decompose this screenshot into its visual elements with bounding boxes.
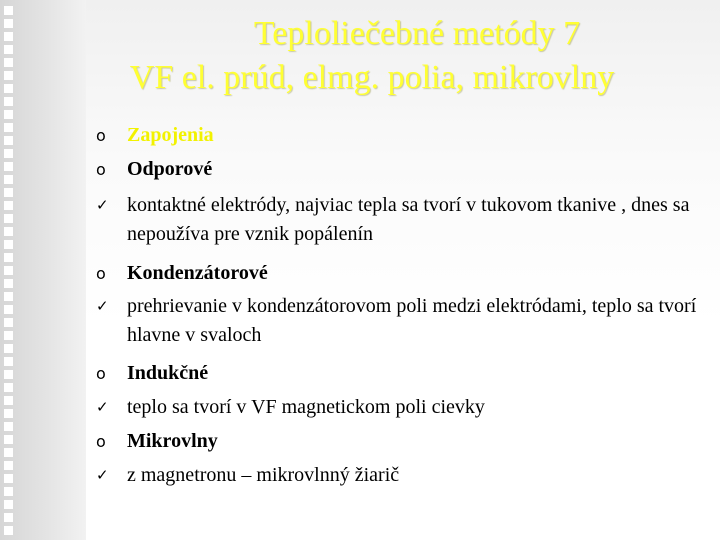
list-item-text: Indukčné: [127, 362, 209, 384]
list-item-text: Odporové: [127, 158, 213, 180]
circle-bullet-icon: o: [96, 160, 106, 179]
list-item-text: kontaktné elektródy, najviac tepla sa tvorí v tukovom tkanive , dnes sa nepoužíva pre vznik popálenín: [127, 194, 690, 245]
check-bullet-icon: ✓: [96, 466, 109, 484]
circle-bullet-icon: o: [96, 126, 106, 145]
list-item-text: prehrievanie v kondenzátorovom poli medzi elektródami, teplo sa tvorí hlavne v svaloch: [127, 295, 697, 346]
slide-title-line-1: Teploliečebné metódy 7: [253, 15, 581, 52]
list-item-text: teplo sa tvorí v VF magnetickom poli cievky: [127, 396, 485, 418]
list-item-text: Zapojenia: [127, 124, 214, 146]
list-item-text: Kondenzátorové: [127, 262, 268, 284]
check-bullet-icon: ✓: [96, 398, 109, 416]
check-bullet-icon: ✓: [96, 196, 109, 214]
circle-bullet-icon: o: [96, 264, 106, 283]
slide-title-line-2: VF el. prúd, elmg. polia, mikrovlny: [129, 59, 615, 96]
circle-bullet-icon: o: [96, 432, 106, 451]
circle-bullet-icon: o: [96, 364, 106, 383]
check-bullet-icon: ✓: [96, 297, 109, 315]
list-item-text: Mikrovlny: [127, 430, 218, 452]
list-item-text: z magnetronu – mikrovlnný žiarič: [127, 464, 400, 486]
side-square-pattern: [4, 6, 13, 536]
